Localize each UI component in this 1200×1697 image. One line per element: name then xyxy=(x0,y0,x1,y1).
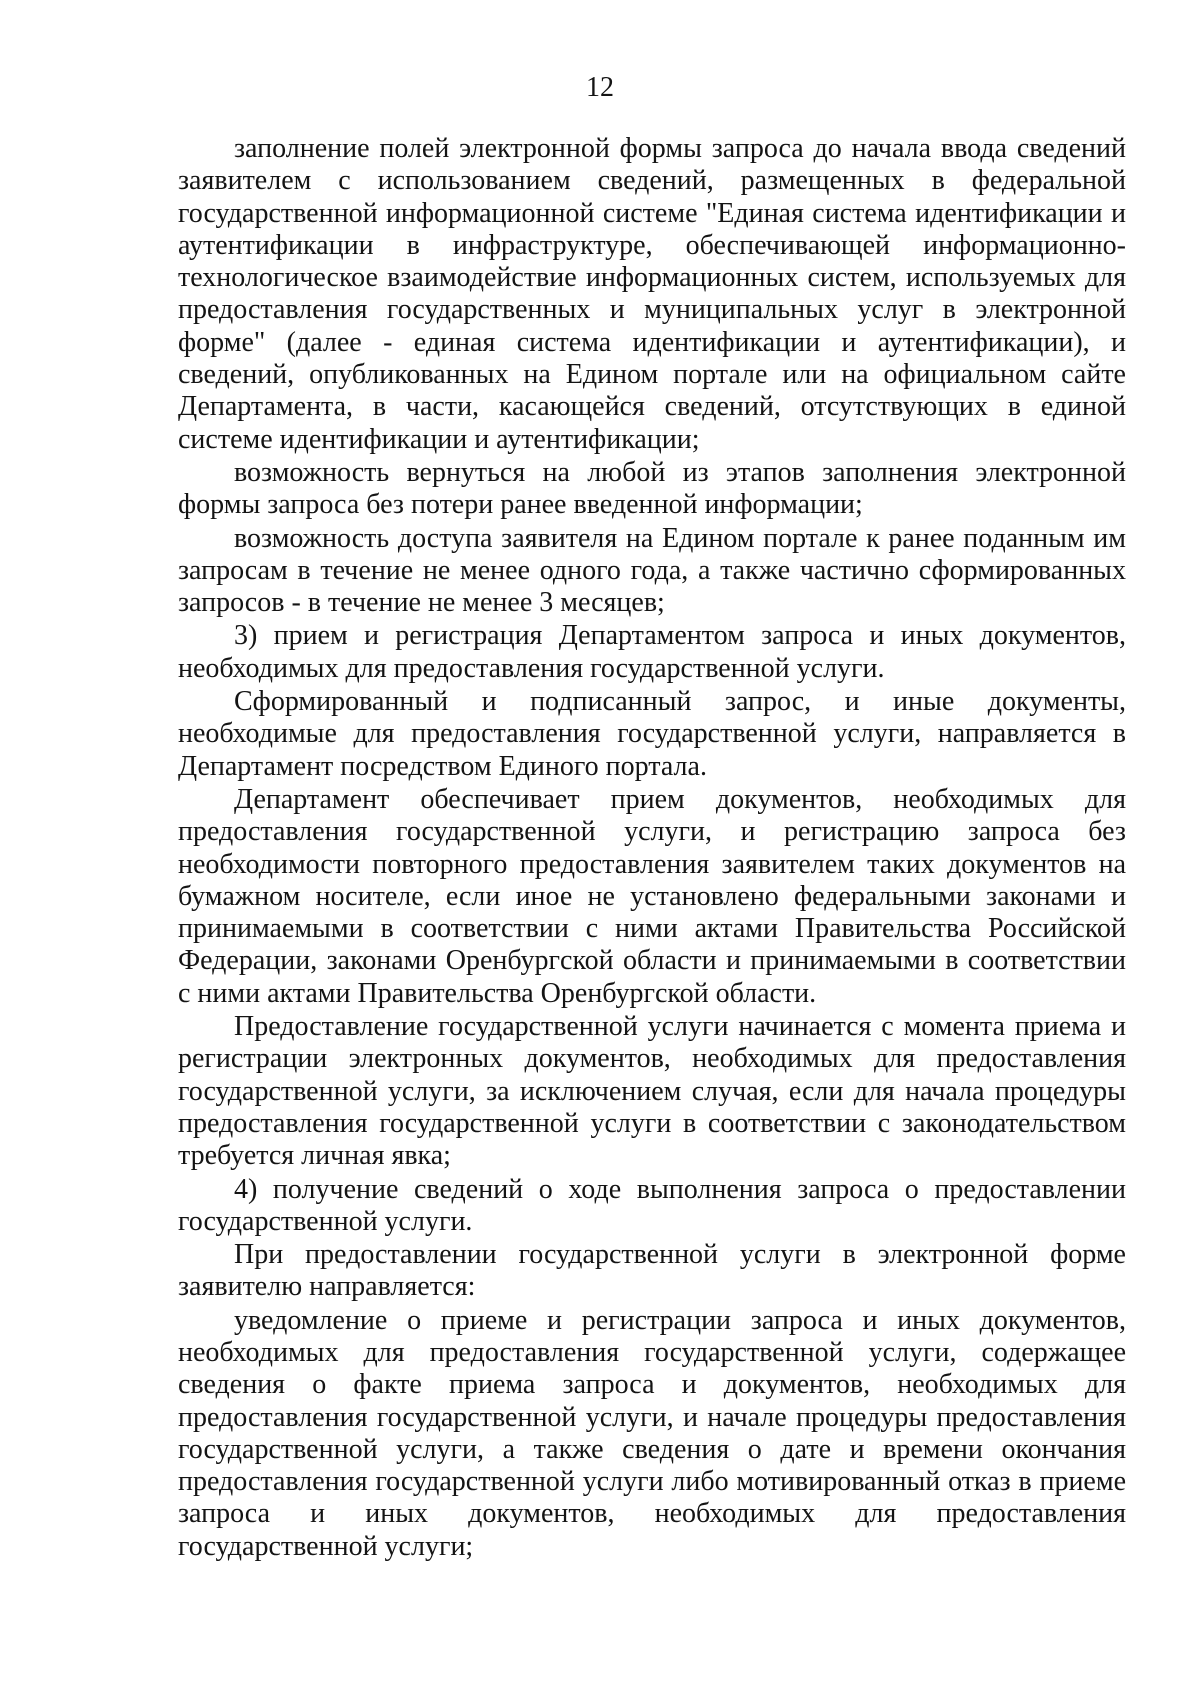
paragraph-form-autofill: заполнение полей электронной формы запроса до начала ввода сведений заявителем с использованием сведений, размещенных в федеральной государственной информационной системе "Единая система идентификации и аутентификации в инфраструктуре, обеспечивающей информационно-технологическое взаимодействие информационных систем, используемых для предоставления государственных и муниципальных услуг в электронной форме" (далее - единая система идентификации и аутентификации), и сведений, опубликованных на Едином портале или на официальном сайте Департамента, в части, касающейся сведений, отсутствующих в единой системе идентификации и аутентификации; xyxy=(178,133,1126,455)
paragraph-formed-request: Сформированный и подписанный запрос, и иные документы, необходимые для предоставления государственной услуги, направляется в Департамент посредством Единого портала. xyxy=(178,686,1126,782)
document-body xyxy=(178,133,1126,1563)
paragraph-item-3: 3) прием и регистрация Департаментом запроса и иных документов, необходимых для предоставления государственной услуги. xyxy=(178,620,1126,684)
page-number: 12 xyxy=(586,72,614,103)
paragraph-department-reception: Департамент обеспечивает прием документов, необходимых для предоставления государственной услуги, и регистрацию запроса без необходимости повторного предоставления заявителем таких документов на бумажном носителе, если иное не установлено федеральными законами и принимаемыми в соответствии с ними актами Правительства Российской Федерации, законами Оренбургской области и принимаемыми в соответствии с ними актами Правительства Оренбургской области. xyxy=(178,783,1126,1009)
paragraph-access-to-requests: возможность доступа заявителя на Едином портале к ранее поданным им запросам в течение не менее одного года, а также частично сформированных запросов - в течение не менее 3 месяцев; xyxy=(178,522,1126,619)
paragraph-reception-notification: уведомление о приеме и регистрации запроса и иных документов, необходимых для предоставления государственной услуги, содержащее сведения о факте приема запроса и документов, необходимых для предоставления государственной услуги, и начале процедуры предоставления государственной услуги, а также сведения о дате и времени окончания предоставления государственной услуги либо мотивированный отказ в приеме запроса и иных документов, необходимых для предоставления государственной услуги; xyxy=(178,1304,1126,1562)
paragraph-return-to-step: возможность вернуться на любой из этапов заполнения электронной формы запроса без потери ранее введенной информации; xyxy=(178,456,1126,521)
paragraph-electronic-form-notice: При предоставлении государственной услуги в электронной форме заявителю направляется: xyxy=(178,1239,1126,1303)
paragraph-service-start: Предоставление государственной услуги начинается с момента приема и регистрации электронных документов, необходимых для предоставления государственной услуги, за исключением случая, если для начала процедуры предоставления государственной услуги в соответствии с законодательством требуется личная явка; xyxy=(178,1011,1126,1172)
paragraph-item-4: 4) получение сведений о ходе выполнения запроса о предоставлении государственной услуги. xyxy=(178,1173,1126,1237)
